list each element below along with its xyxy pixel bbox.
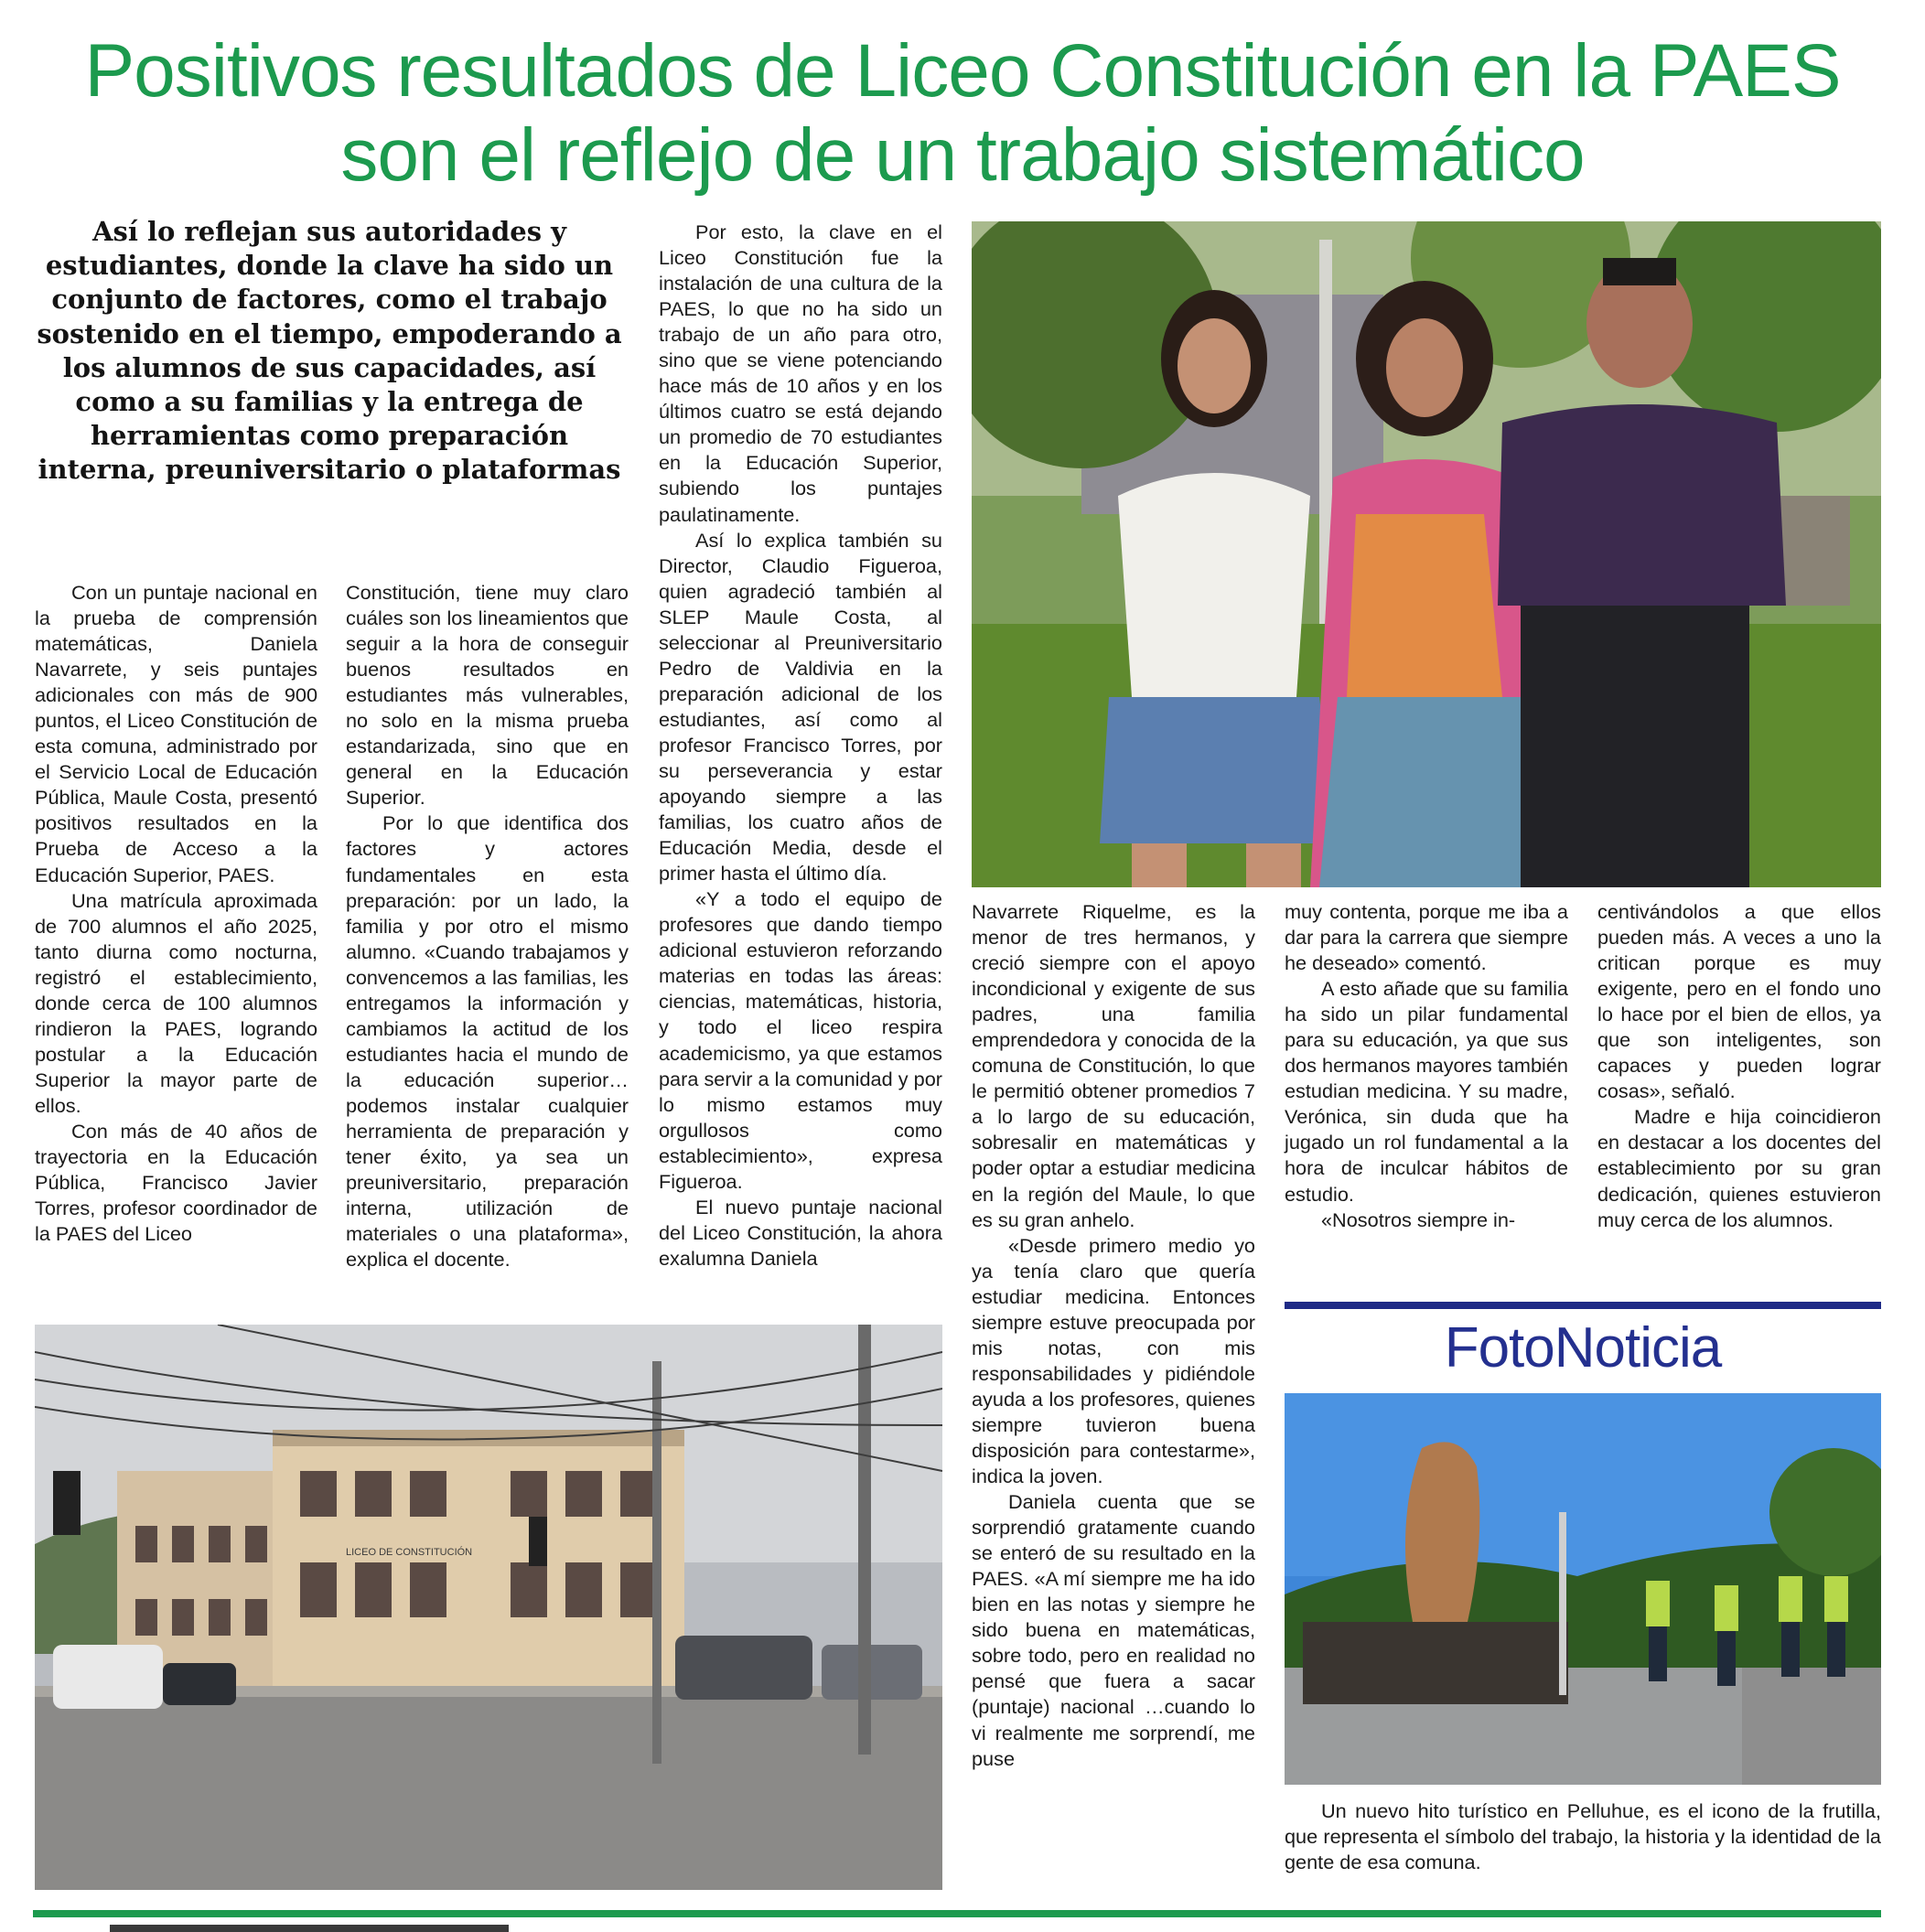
headline-line-2: son el reflejo de un trabajo sistemático (340, 113, 1585, 197)
col4-paragraph-3: Daniela cuenta que se sorprendió gratamente cuando se enteró de su resultado en la PAES. «A mí siempre me ha ido bien en las notas y siempre he sido buena en matemáticas, sobre todo, pero en realidad no pensé que fuera a sacar (puntaje) nacional …cuando lo vi realmente me sorprendí, me puse (972, 1490, 1255, 1770)
headline (27, 29, 1898, 198)
col4-paragraph-2: «Desde primero medio yo ya tenía claro que quería estudiar medicina. Entonces siempre estuve preocupada por mis notas, con mis responsabilidades y pidiéndole ayuda a los profesores, quienes siempre tuvieron buena disposición para contestarme», indica la joven. (972, 1233, 1255, 1488)
col2-paragraph-2: Por lo que identifica dos factores y actores fundamentales en esta preparación: por un lado, la familia y por otro el mismo alumno. «Cuando trabajamos y convencemos a las familias, les entregamos la información y cambiamos la actitud de los estudiantes hacia el mundo de la educación superior…podemos instalar cualquier herramienta de preparación y tener éxito, ya sea un preuniversitario, preparación interna, utilización de materiales o una plataforma», explica el docente. (346, 811, 629, 1272)
fotonoticia-title: FotoNoticia (1444, 1316, 1722, 1379)
page-bottom-rule (33, 1910, 1881, 1917)
fotonoticia-top-rule (1285, 1302, 1881, 1309)
col3-paragraph-1: Por esto, la clave en el Liceo Constitución fue la instalación de una cultura de la PAES, lo que no ha sido un trabajo de un año para otro, sino que se viene potenciando hace más de 10 años y en los últimos cuatro se está dejando un promedio de 70 estudiantes en la Educación Superior, subiendo los puntajes paulatinamente. (659, 220, 942, 526)
col6-paragraph-2: Madre e hija coincidieron en destacar a los docentes del establecimiento por su gran dedicación, quienes estuvieron muy cerca de los alumnos. (1597, 1105, 1881, 1231)
building-sign-text: LICEO DE CONSTITUCIÓN (346, 1547, 473, 1558)
deck-subheadline: Así lo reflejan sus autoridades y estudiantes, donde la clave ha sido un conjunto de factores, como el trabajo sostenido en el tiempo, empoderando a los alumnos de sus capacidades, así como a su familias y la entrega de herramientas como preparación interna, preuniversitario o plataformas (37, 216, 622, 486)
col3-paragraph-4: El nuevo puntaje nacional del Liceo Constitución, la ahora exalumna Daniela (659, 1195, 942, 1270)
photo-portrait-three-people (972, 221, 1881, 887)
col3-paragraph-2: Así lo explica también su Director, Claudio Figueroa, quien agradeció también al SLEP Maule Costa, al seleccionar al Preuniversitario Pedro de Valdivia en la preparación adicional de los estudiantes, así como al profesor Francisco Torres, por su perseverancia y estar apoyando siempre a las familias, los cuatro años de Educación Media, desde el primer hasta el último día. (659, 528, 942, 886)
photo-fotonoticia-frutilla-monument (1285, 1393, 1881, 1785)
col1-paragraph-3: Con más de 40 años de trayectoria en la Educación Pública, Francisco Javier Torres, profesor coordinador de la PAES del Liceo (35, 1119, 317, 1246)
col1-paragraph-2: Una matrícula aproximada de 700 alumnos el año 2025, tanto diurna como nocturna, registró el establecimiento, donde cerca de 100 alumnos rindieron la PAES, logrando postular a la Educación Superior la mayor parte de ellos. (35, 888, 317, 1117)
article-column-2 (346, 580, 629, 1272)
col1-paragraph-1: Con un puntaje nacional en la prueba de comprensión matemáticas, Daniela Navarrete, y seis puntajes adicionales con más de 900 puntos, el Liceo Constitución de esta comuna, administrado por el Servicio Local de Educación Pública, Maule Costa, presentó positivos resultados en la Prueba de Acceso a la Educación Superior, PAES. (35, 581, 317, 886)
article-column-4 (972, 899, 1255, 1772)
article-column-6 (1597, 899, 1881, 1233)
col3-paragraph-3: «Y a todo el equipo de profesores que dando tiempo adicional estuvieron reforzando materias en todas las áreas: ciencias, matemáticas, historia, y todo el liceo respira academicismo, ya que estamos para servir a la comunidad y por lo mismo estamos muy orgullosos como establecimiento», expresa Figueroa. (659, 887, 942, 1193)
article-column-5 (1285, 899, 1568, 1233)
col4-paragraph-1: Navarrete Riquelme, es la menor de tres hermanos, y creció siempre con el apoyo incondicional y exigente de sus padres, una familia emprendedora y conocida de la comuna de Constitución, lo que le permitió obtener promedios 7 a lo largo de su educación, sobresalir en matemáticas y poder optar a estudiar medicina en la región del Maule, lo que es su gran anhelo. (972, 900, 1255, 1231)
col5-paragraph-1: muy contenta, porque me iba a dar para la carrera que siempre he deseado» comentó. (1285, 900, 1568, 975)
col2-paragraph-1: Constitución, tiene muy claro cuáles son los lineamientos que seguir a la hora de conseguir buenos resultados en estudiantes más vulnerables, no solo en la misma prueba estandarizada, sino que en general en la Educación Superior. (346, 581, 629, 810)
col6-paragraph-1: centivándolos a que ellos pueden más. A veces a uno la critican porque es muy exigente, pero en el fondo uno lo hace por el bien de ellos, ya que son inteligentes, son capaces y pueden lograr cosas», señaló. (1597, 900, 1881, 1103)
headline-line-1: Positivos resultados de Liceo Constitución en la PAES (84, 29, 1841, 113)
photo-liceo-building (35, 1325, 942, 1890)
next-section-bar (110, 1925, 509, 1932)
col5-paragraph-3: «Nosotros siempre in- (1321, 1208, 1516, 1231)
article-column-3 (659, 220, 942, 1272)
article-column-1 (35, 580, 317, 1247)
col5-paragraph-2: A esto añade que su familia ha sido un pilar fundamental para su educación, ya que sus dos hermanos mayores también estudian medicina. Y su madre, Verónica, sin duda que ha jugado un rol fundamental a la hora de inculcar hábitos de estudio. (1285, 977, 1568, 1206)
fotonoticia-caption: Un nuevo hito turístico en Pelluhue, es el icono de la frutilla, que representa el símbolo del trabajo, la historia y la identidad de la gente de esa comuna. (1285, 1799, 1881, 1873)
